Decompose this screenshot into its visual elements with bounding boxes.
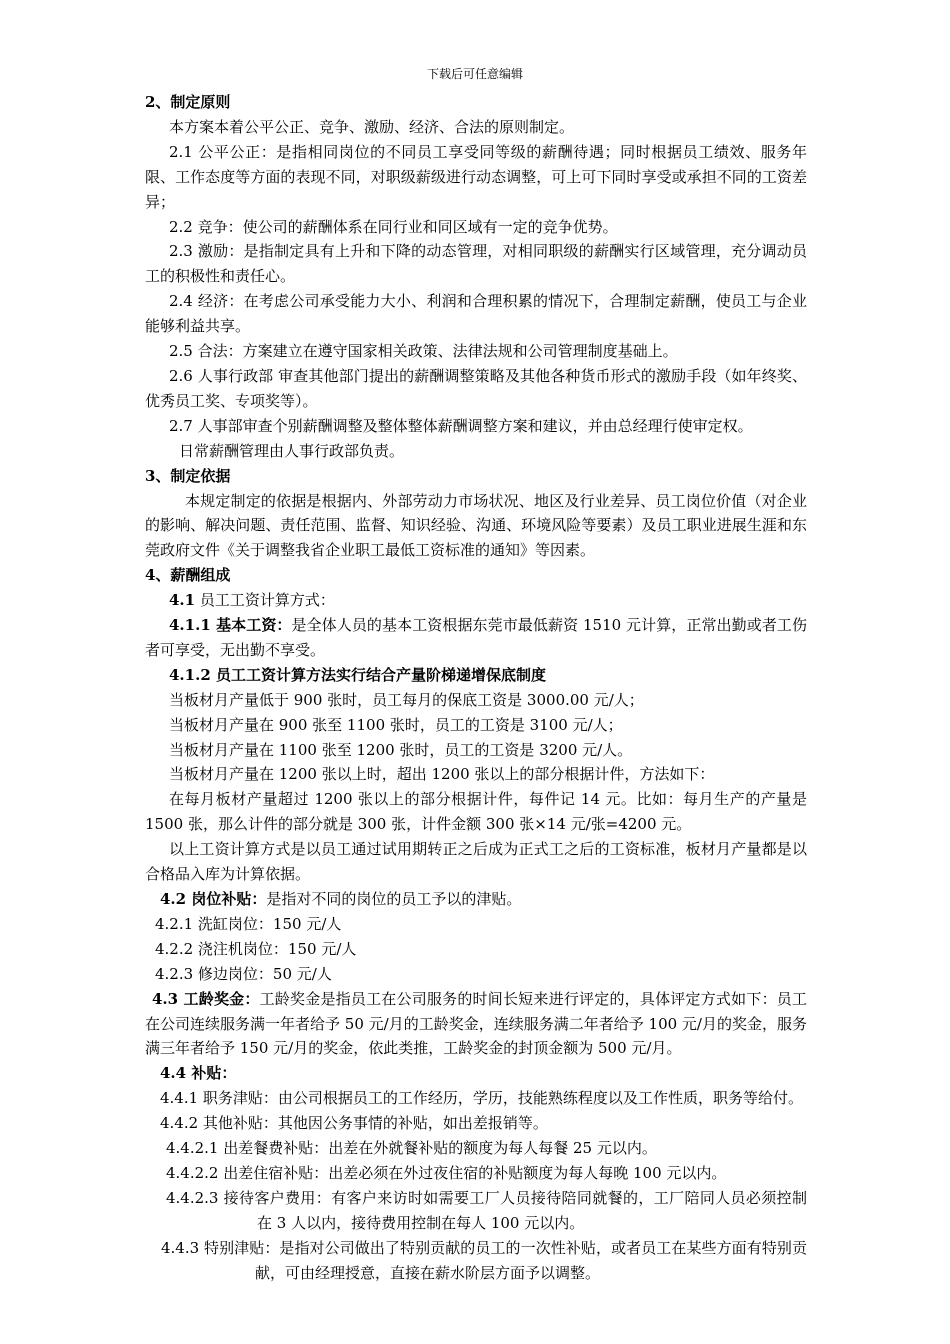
daily-management-note: 日常薪酬管理由人事行政部负责。 xyxy=(179,441,405,460)
section-3-title: 3、制定依据 xyxy=(145,466,231,485)
item-4-2-2: 4.2.2 浇注机岗位：150 元/人 xyxy=(155,939,357,958)
tier-2: 当板材月产量在 900 张至 1100 张时，员工的工资是 3100 元/人； xyxy=(169,715,623,734)
item-4-4-3: 4.4.3 特别津贴：是指对公司做出了特别贡献的员工的一次性补贴，或者员工在某些方面有特别贡献，可由经理授意，直接在薪水阶层方面予以调整。 xyxy=(161,1238,807,1282)
item-4-4-2-3: 4.4.2.3 接待客户费用：有客户来访时如需要工厂人员接待陪同就餐的，工厂陪同人员必须控制在 3 人以内，接待费用控制在每人 100 元以内。 xyxy=(166,1188,807,1232)
item-4-2-text: 是指对不同的岗位的员工予以的津贴。 xyxy=(266,890,522,908)
item-4-2-1: 4.2.1 洗缸岗位：150 元/人 xyxy=(155,914,342,933)
section-3-body: 本规定制定的依据是根据内、外部劳动力市场状况、地区及行业差异、员工岗位价值（对企业的影响、解决问题、责任范围、监督、知识经验、沟通、环境风险等要素）及员工职业进展生涯和东莞政府文件《关于调整我省企业职工最低工资标准的通知》等因素。 xyxy=(145,491,807,560)
tier-4: 当板材月产量在 1200 张以上时，超出 1200 张以上的部分根据计件，方法如下： xyxy=(169,765,715,784)
item-4-1-2-title: 4.1.2 员工工资计算方法实行结合产量阶梯递增保底制度 xyxy=(169,665,546,684)
item-4-2 xyxy=(145,887,807,912)
item-4-4-1: 4.4.1 职务津贴：由公司根据员工的工作经历，学历，技能熟练程度以及工作性质，职务等给付。 xyxy=(160,1089,803,1108)
item-4-2-label: 4.2 岗位补贴： xyxy=(160,890,267,908)
item-4-3-text: 工龄奖金是指员工在公司服务的时间长短来进行评定的，具体评定方式如下：员工在公司连续服务满一年者给予 50 元/月的工龄奖金，连续服务满二年者给予 100 元/月的奖金，服务满三年者给予 150 元/月的奖金，依此类推，工龄奖金的封顶金额为 500 元/月。 xyxy=(145,989,807,1058)
principle-2-6: 2.6 人事行政部 审查其他部门提出的薪酬调整策略及其他各种货币形式的激励手段（如年终奖、优秀员工奖、专项奖等）。 xyxy=(145,366,807,410)
principle-2-2: 2.2 竞争：使公司的薪酬体系在同行业和同区域有一定的竞争优势。 xyxy=(169,217,618,236)
document-body xyxy=(145,90,807,1286)
item-4-1-1-label: 4.1.1 基本工资： xyxy=(169,616,292,635)
piecework-example: 在每月板材产量超过 1200 张以上的部分根据计件，每件记 14 元。比如：每月生产的产量是 1500 张，那么计件的部分就是 300 张，计件金额 300 张×14 元/张=4200 元。 xyxy=(145,790,807,834)
principle-2-1: 2.1 公平公正：是指相同岗位的不同员工享受同等级的薪酬待遇；同时根据员工绩效、服务年限、工作态度等方面的表现不同，对职级薪级进行动态调整，可上可下同时享受或承担不同的工资差异； xyxy=(145,142,807,211)
item-4-2-3: 4.2.3 修边岗位：50 元/人 xyxy=(155,964,332,983)
item-4-4-2-1: 4.4.2.1 出差餐费补贴：出差在外就餐补贴的额度为每人每餐 25 元以内。 xyxy=(166,1139,657,1158)
tier-1: 当板材月产量低于 900 张时，员工每月的保底工资是 3000.00 元/人； xyxy=(169,690,644,709)
principle-2-5: 2.5 合法：方案建立在遵守国家相关政策、法律法规和公司管理制度基础上。 xyxy=(169,342,678,361)
section-2-title: 2、制定原则 xyxy=(145,93,231,111)
item-4-3 xyxy=(145,987,807,1062)
principle-2-3: 2.3 激励：是指制定具有上升和下降的动态管理，对相同职级的薪酬实行区域管理，充分调动员工的积极性和责任心。 xyxy=(145,242,807,286)
item-4-4-2: 4.4.2 其他补贴：其他因公务事情的补贴，如出差报销等。 xyxy=(160,1114,548,1133)
item-4-1 xyxy=(145,588,807,613)
item-4-4-title: 4.4 补贴： xyxy=(160,1064,237,1083)
item-4-1-1-text: 是全体人员的基本工资根据东莞市最低薪资 1510 元计算，正常出勤或者工伤者可享受，无出勤不享受。 xyxy=(145,616,807,659)
principle-2-4: 2.4 经济：在考虑公司承受能力大小、利润和合理积累的情况下，合理制定薪酬，使员工与企业能够利益共享。 xyxy=(145,292,807,336)
item-4-1-text: 员工工资计算方式： xyxy=(195,591,335,610)
wage-standard-note: 以上工资计算方式是以员工通过试用期转正之后成为正式工之后的工资标准，板材月产量都是以合格品入库为计算依据。 xyxy=(145,840,807,884)
section-4-title: 4、薪酬组成 xyxy=(145,566,231,585)
principle-2-7: 2.7 人事部审查个别薪酬调整及整体整体薪酬调整方案和建议，并由总经理行使审定权。 xyxy=(169,416,753,435)
tier-3: 当板材月产量在 1100 张至 1200 张时，员工的工资是 3200 元/人。 xyxy=(169,740,633,759)
item-4-4-2-2: 4.4.2.2 出差住宿补贴：出差必须在外过夜住宿的补贴额度为每人每晚 100 元以内。 xyxy=(166,1163,727,1182)
item-4-1-1 xyxy=(145,613,807,663)
page-header: 下载后可任意编辑 xyxy=(426,67,523,81)
item-4-1-number: 4.1 xyxy=(169,591,196,610)
item-4-3-label: 4.3 工龄奖金： xyxy=(152,989,260,1008)
section-2-intro: 本方案本着公平公正、竞争、激励、经济、合法的原则制定。 xyxy=(169,117,575,136)
